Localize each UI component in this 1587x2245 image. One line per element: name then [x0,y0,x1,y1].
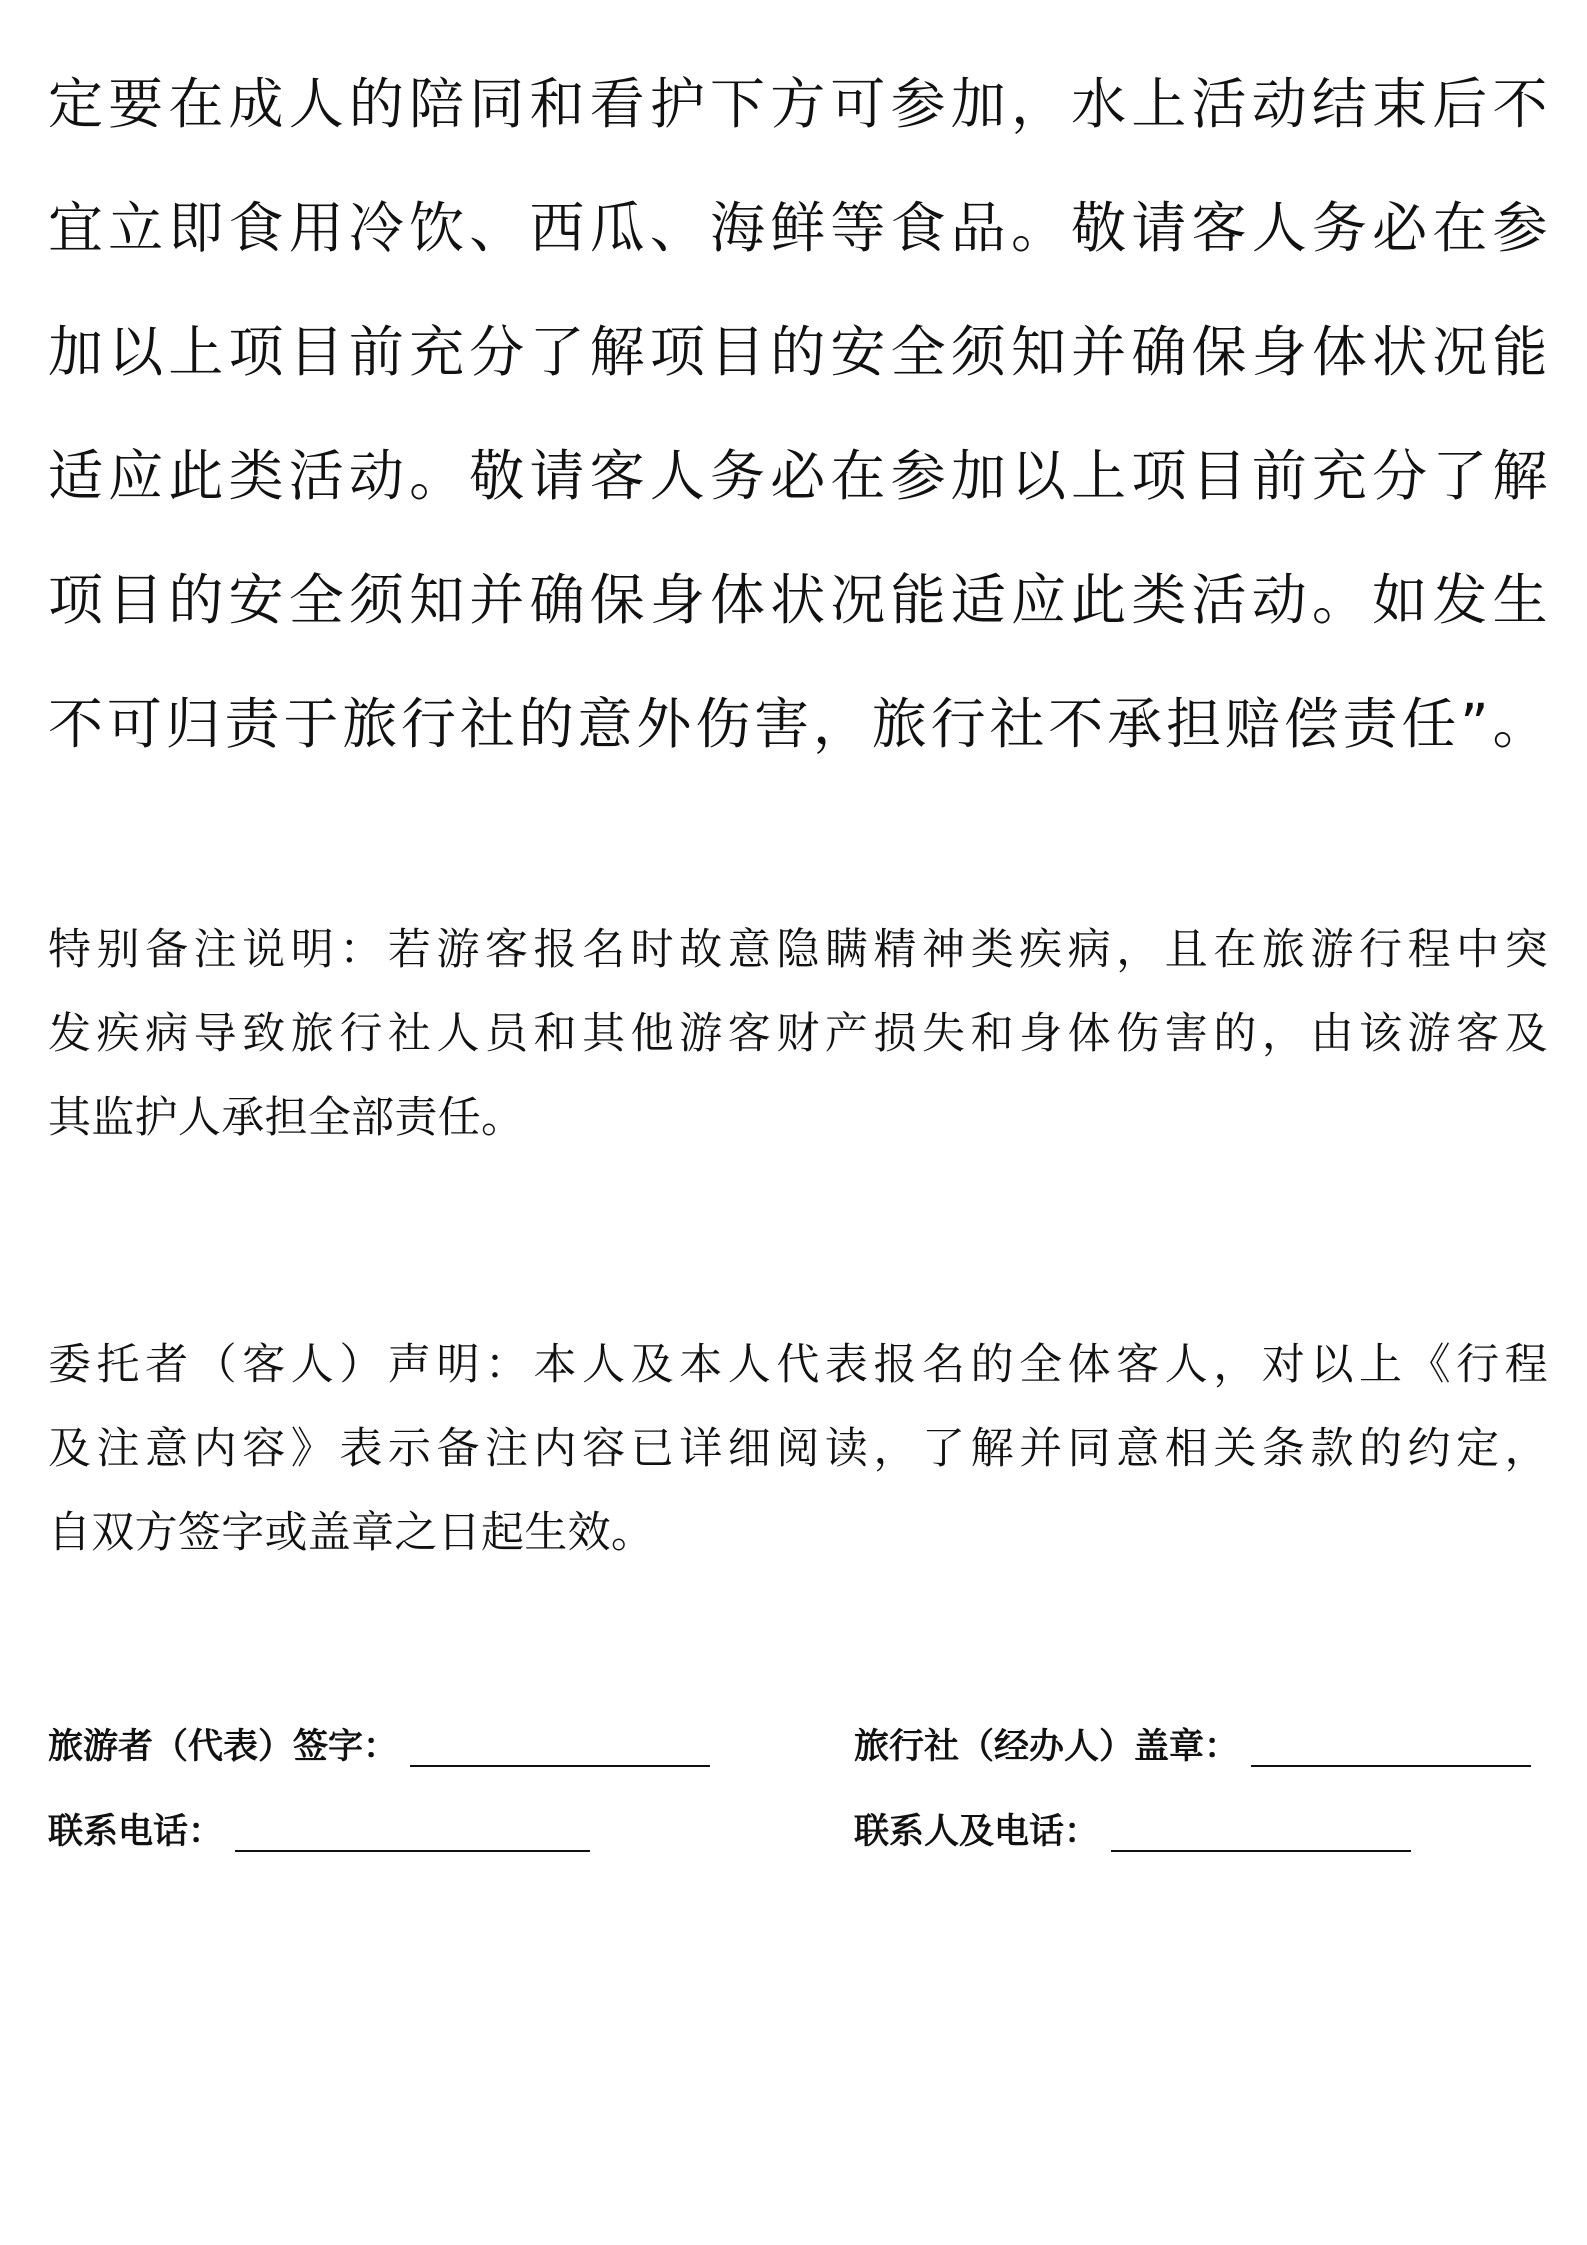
special-note-paragraph [48,908,1548,1160]
signature-row [48,1717,1548,1777]
paragraph-line: 加以上项目前充分了解项目的安全须知并确保身体状况能 [48,320,1548,384]
paragraph-line: 项目的安全须知并确保身体状况能适应此类活动。如发生 [48,568,1548,632]
contact-person-phone-blank[interactable] [1111,1806,1411,1852]
tourist-signature-field [48,1717,710,1777]
paragraph-line: 及注意内容》表示备注内容已详细阅读，了解并同意相关条款的约定， [48,1424,1548,1474]
tourist-signature-label: 旅游者（代表）签字： [48,1727,399,1767]
main-paragraph [48,42,1548,786]
agency-seal-field [854,1717,1531,1777]
tourist-signature-blank[interactable] [410,1721,710,1767]
paragraph-line: 委托者（客人）声明：本人及本人代表报名的全体客人，对以上《行程 [48,1340,1548,1390]
contact-phone-blank[interactable] [235,1806,590,1852]
paragraph-line: 其监护人承担全部责任。 [48,1093,525,1143]
declaration-paragraph [48,1323,1548,1575]
paragraph-line: 特别备注说明：若游客报名时故意隐瞒精神类疾病，且在旅游行程中突 [48,925,1548,975]
paragraph-line: 宜立即食用冷饮、西瓜、海鲜等食品。敬请客人务必在参 [48,196,1548,260]
contact-phone-field [48,1802,590,1862]
paragraph-line: 适应此类活动。敬请客人务必在参加以上项目前充分了解 [48,444,1548,508]
contact-person-phone-field [854,1802,1411,1862]
contact-person-phone-label: 联系人及电话： [854,1812,1100,1852]
paragraph-line: 不可归责于旅行社的意外伤害，旅行社不承担赔偿责任”。 [48,692,1548,756]
contact-row [48,1802,1548,1862]
paragraph-line: 定要在成人的陪同和看护下方可参加，水上活动结束后不 [48,72,1548,136]
agency-seal-blank[interactable] [1251,1721,1531,1767]
contact-phone-label: 联系电话： [48,1812,224,1852]
agency-seal-label: 旅行社（经办人）盖章： [854,1727,1240,1767]
paragraph-line: 自双方签字或盖章之日起生效。 [48,1508,655,1558]
paragraph-line: 发疾病导致旅行社人员和其他游客财产损失和身体伤害的，由该游客及 [48,1009,1548,1059]
